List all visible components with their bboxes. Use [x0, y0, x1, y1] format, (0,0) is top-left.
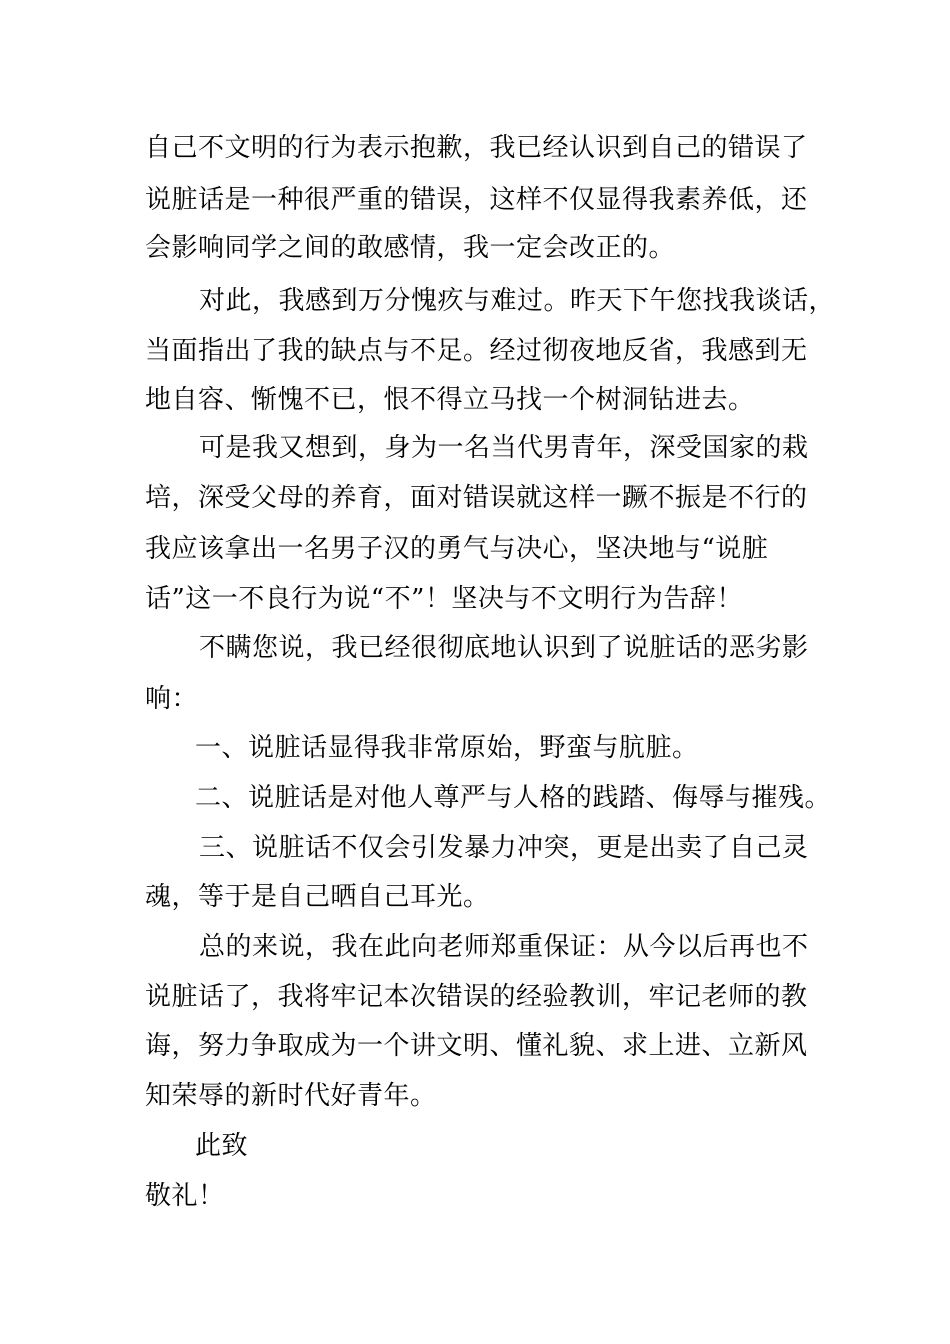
- text-line: 可是我又想到，身为一名当代男青年，深受国家的栽: [199, 433, 809, 463]
- list-item: 一、说脏话显得我非常原始，野蛮与肮脏。: [195, 733, 699, 763]
- text-line: 说脏话了，我将牢记本次错误的经验教训，牢记老师的教: [145, 982, 808, 1012]
- text-line: 当面指出了我的缺点与不足。经过彻夜地反省，我感到无: [145, 336, 808, 366]
- text-line: 响：: [145, 684, 199, 714]
- text-line: 自己不文明的行为表示抱歉，我已经认识到自己的错误了: [145, 133, 808, 163]
- text-line: 对此，我感到万分愧疚与难过。昨天下午您找我谈话，: [199, 286, 836, 316]
- text-line: 话”这一不良行为说“不”！坚决与不文明行为告辞！: [145, 584, 743, 614]
- list-item: 三、说脏话不仅会引发暴力冲突，更是出卖了自己灵: [199, 833, 809, 863]
- text-line: 不瞒您说，我已经很彻底地认识到了说脏话的恶劣影: [199, 633, 809, 663]
- text-line: 诲，努力争取成为一个讲文明、懂礼貌、求上进、立新风: [145, 1031, 808, 1061]
- closing-regards: 敬礼！: [145, 1181, 225, 1211]
- list-item: 二、说脏话是对他人尊严与人格的践踏、侮辱与摧残。: [195, 783, 832, 813]
- closing-salutation: 此致: [195, 1131, 249, 1161]
- text-line: 我应该拿出一名男子汉的勇气与决心，坚决地与“说脏: [145, 534, 769, 564]
- text-line: 总的来说，我在此向老师郑重保证：从今以后再也不: [199, 932, 809, 962]
- text-line: 地自容、惭愧不已，恨不得立马找一个树洞钻进去。: [145, 385, 755, 415]
- text-line: 会影响同学之间的敢感情，我一定会改正的。: [145, 233, 676, 263]
- text-line: 魂，等于是自己晒自己耳光。: [145, 882, 490, 912]
- text-line: 说脏话是一种很严重的错误，这样不仅显得我素养低，还: [145, 185, 808, 215]
- text-line: 知荣辱的新时代好青年。: [145, 1081, 437, 1111]
- text-line: 培，深受父母的养育，面对错误就这样一蹶不振是不行的: [145, 483, 808, 513]
